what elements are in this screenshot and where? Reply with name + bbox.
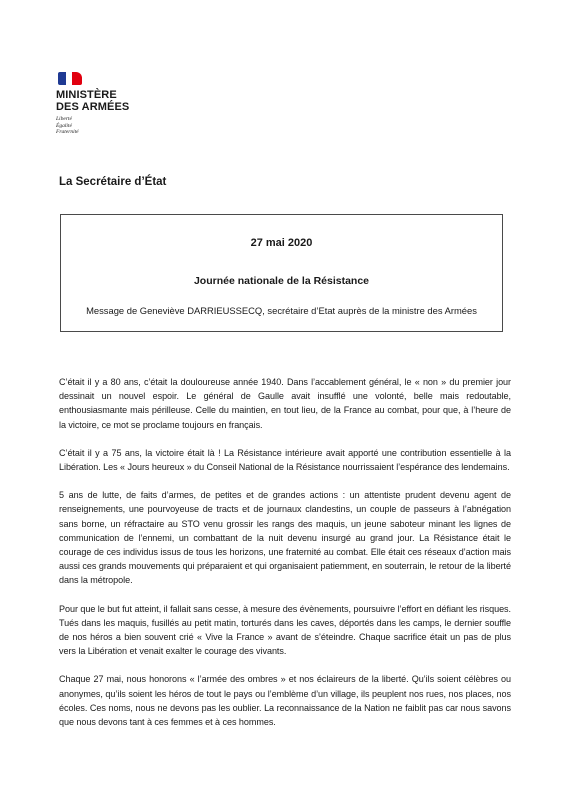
paragraph: Chaque 27 mai, nous honorons « l’armée des ombres » et nos éclaireurs de la liberté. Qu’ils soient célèbres ou anonymes, qu’ils soient les héros de tout le pays ou l’emblème d’un village, ils peuplent nos rues, nos places, nos écoles. Ces noms, nous ne devons pas les oublier. La reconnaissance de la Nation ne faiblit pas car nous savons que nous devons tant à ces femmes et à ces hommes. (59, 674, 511, 728)
event-title: Journée nationale de la Résistance (193, 275, 370, 287)
marianne-flag-icon (58, 72, 84, 85)
paragraph: Pour que le but fut atteint, il fallait sans cesse, à mesure des évènements, poursuivre l’effort en défiant les risques. Tués dans les maquis, fusillés au petit matin, torturés dans les caves, déportés dans les camps, le dernier souffle de nos héros a bien souvent crié « Vive la France » avant de s’éteindre. Chaque sacrifice était un pas de plus vers la Libération et venait exalter le courage des vivants. (59, 603, 511, 657)
document-date: 27 mai 2020 (250, 237, 313, 249)
flag-blue-band (58, 72, 66, 85)
sender-title: La Secrétaire d’État (59, 176, 167, 188)
ministry-name-line2: DES ARMÉES (56, 101, 130, 113)
message-subtitle: Message de Geneviève DARRIEUSSECQ, secrétaire d’Etat auprès de la ministre des Armées (86, 305, 477, 316)
message-body (59, 375, 511, 743)
paragraph: 5 ans de lutte, de faits d’armes, de petites et de grandes actions : un attentiste prudent devenu agent de renseignements, une pourvoyeuse de tracts et de journaux clandestins, un couple de passeurs à l’abnégation sans borne, un réfractaire au STO venu grossir les rangs des maquis, un jeune saboteur minant les lignes de communication de l’ennemi, un combattant de la nuit devenu insurgé au grand jour. La Résistance était le courage de ces individus issus de tous les horizons, une fraternité au combat. Elle était ces réseaux d’action mais aussi ces grands mouvements qui préparaient et qui organisaient patiemment, en souterrain, le retour de la liberté dans la métropole. (59, 490, 511, 586)
header-box (60, 214, 503, 332)
republic-motto (56, 116, 176, 136)
ministry-name-line1: MINISTÈRE (56, 89, 117, 101)
motto-egalite: Égalité (56, 122, 72, 129)
ministry-logo (56, 72, 176, 136)
motto-liberte: Liberté (56, 116, 72, 122)
paragraph: C’était il y a 75 ans, la victoire était là ! La Résistance intérieure avait apporté une contribution essentielle à la Libération. Les « Jours heureux » du Conseil National de la Résistance nourrissaient l’espérance des lendemains. (59, 447, 511, 473)
paragraph: C’était il y a 80 ans, c’était la douloureuse année 1940. Dans l’accablement général, le « non » du premier jour dessinait un nouvel espoir. Le général de Gaulle avait insufflé une volonté, belle mais redoutable, enthousiasmante mais périlleuse. Celle du maintien, en tout lieu, de la France au combat, pour que, à l’heure de la victoire, ce mot se proclame toujours en français. (59, 377, 511, 430)
flag-red-band (72, 72, 82, 85)
motto-fraternite: Fraternité (56, 129, 79, 135)
ministry-name (56, 89, 176, 113)
